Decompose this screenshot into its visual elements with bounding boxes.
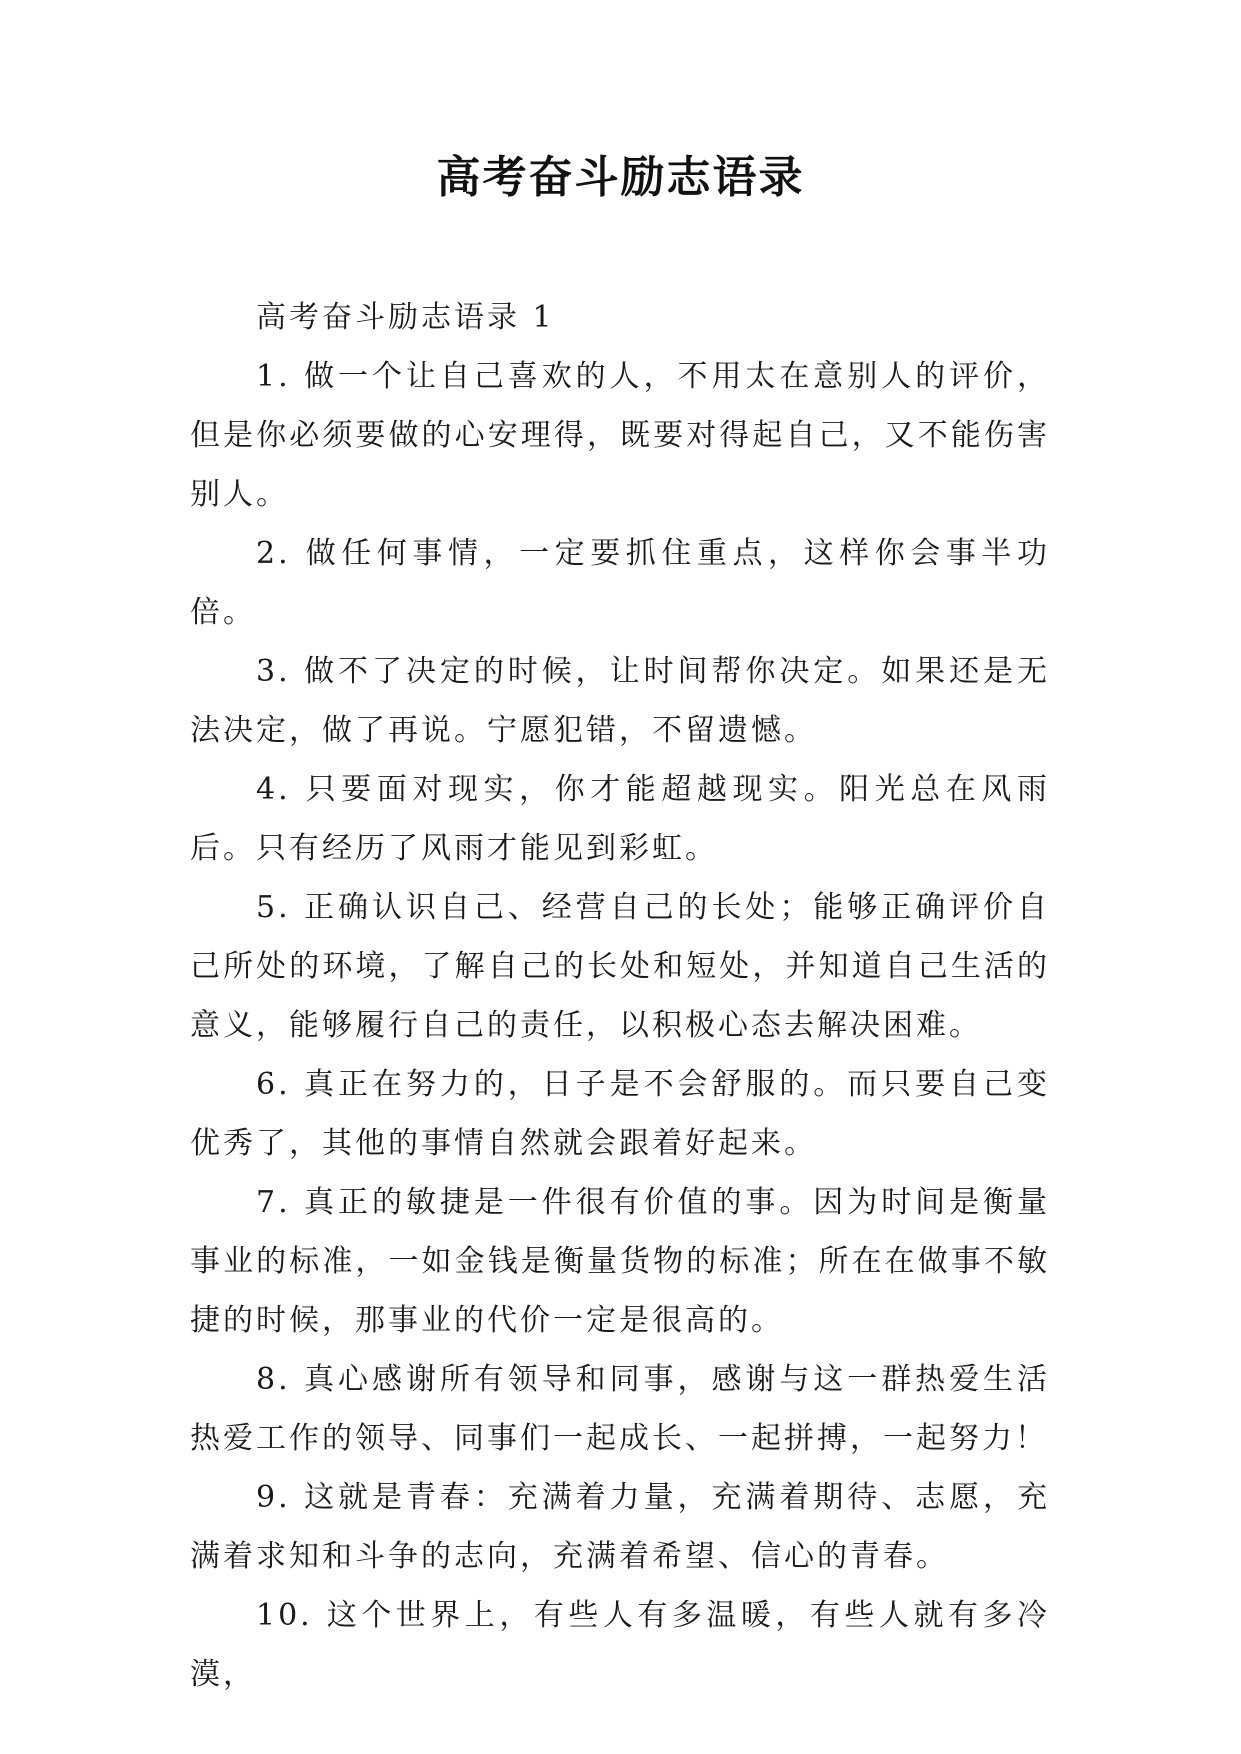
quote-paragraph-8: 8. 真心感谢所有领导和同事，感谢与这一群热爱生活热爱工作的领导、同事们一起成长、一起拼搏，一起努力！	[190, 1362, 1050, 1456]
document-body	[190, 288, 1050, 1704]
quote-paragraph-2: 2. 做任何事情，一定要抓住重点，这样你会事半功倍。	[190, 536, 1050, 630]
quote-paragraph-1: 1. 做一个让自己喜欢的人，不用太在意别人的评价，但是你必须要做的心安理得，既要对得起自己，又不能伤害别人。	[190, 359, 1050, 512]
quote-paragraph-10: 10. 这个世界上，有些人有多温暖，有些人就有多冷漠，	[190, 1598, 1050, 1692]
quote-paragraph-9: 9. 这就是青春：充满着力量，充满着期待、志愿，充满着求知和斗争的志向，充满着希望、信心的青春。	[190, 1480, 1050, 1574]
quote-paragraph-6: 6. 真正在努力的，日子是不会舒服的。而只要自己变优秀了，其他的事情自然就会跟着好起来。	[190, 1067, 1050, 1161]
section-heading: 高考奋斗励志语录 1	[256, 300, 555, 335]
quote-paragraph-4: 4. 只要面对现实，你才能超越现实。阳光总在风雨后。只有经历了风雨才能见到彩虹。	[190, 772, 1050, 866]
quote-paragraph-7: 7. 真正的敏捷是一件很有价值的事。因为时间是衡量事业的标准，一如金钱是衡量货物的标准；所在在做事不敏捷的时候，那事业的代价一定是很高的。	[190, 1185, 1050, 1338]
document-title: 高考奋斗励志语录	[436, 152, 805, 203]
quote-paragraph-3: 3. 做不了决定的时候，让时间帮你决定。如果还是无法决定，做了再说。宁愿犯错，不留遗憾。	[190, 654, 1050, 748]
quote-paragraph-5: 5. 正确认识自己、经营自己的长处；能够正确评价自己所处的环境，了解自己的长处和短处，并知道自己生活的意义，能够履行自己的责任，以积极心态去解决困难。	[190, 890, 1050, 1043]
